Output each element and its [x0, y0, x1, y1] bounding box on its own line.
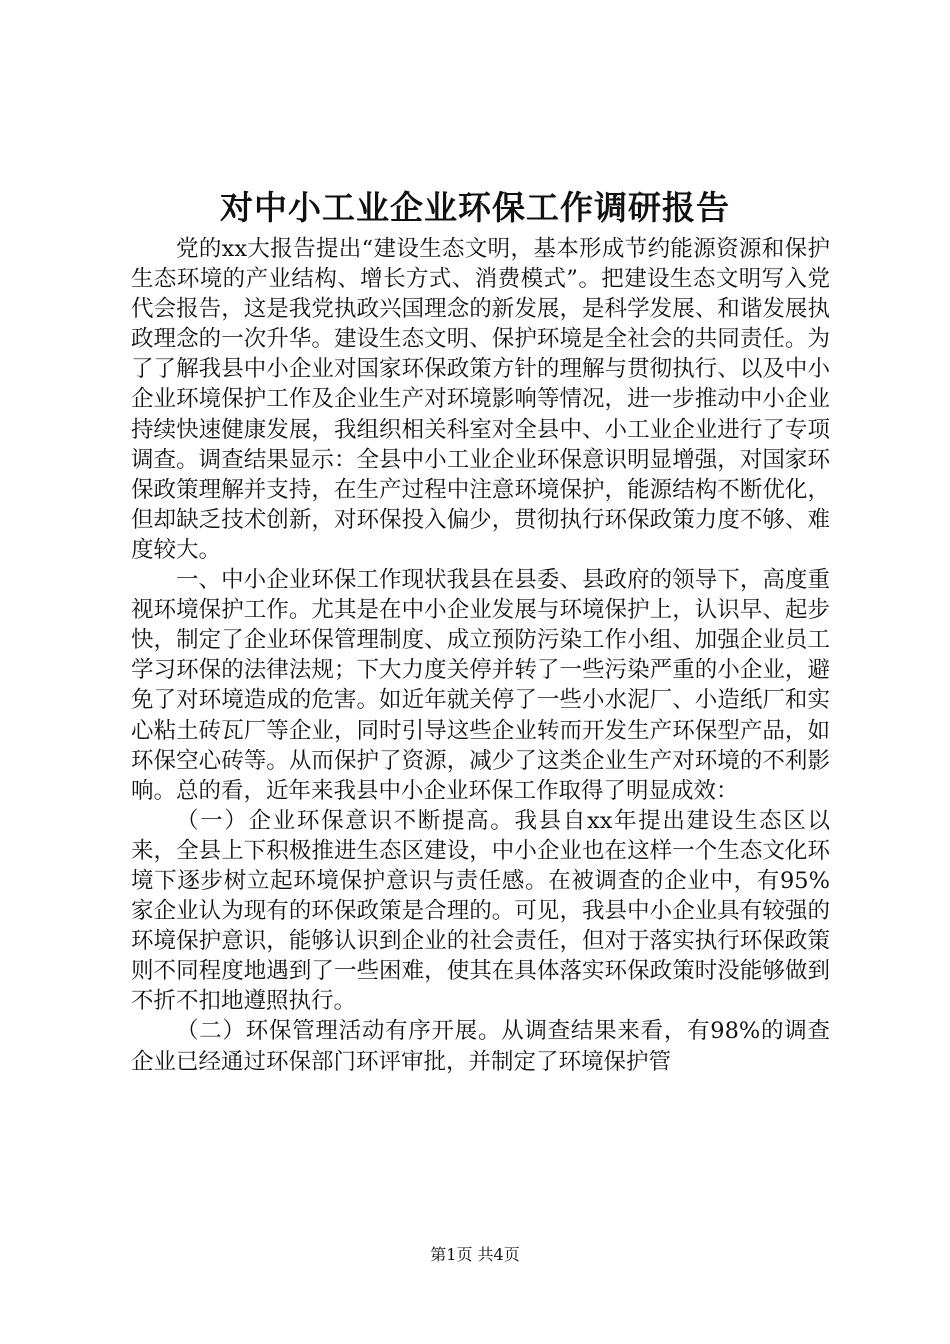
document-body: [131, 234, 830, 1077]
paragraph: 一、中小企业环保工作现状我县在县委、县政府的领导下，高度重视环境保护工作。尤其是在中小企业发展与环境保护上，认识早、起步快，制定了企业环保管理制度、成立预防污染工作小组、加强企业员工学习环保的法律法规；下大力度关停并转了一些污染严重的小企业，避免了对环境造成的危害。如近年就关停了一些小水泥厂、小造纸厂和实心粘土砖瓦厂等企业，同时引导这些企业转而开发生产环保型产品，如环保空心砖等。从而保护了资源，减少了这类企业生产对环境的不利影响。总的看，近年来我县中小企业环保工作取得了明显成效：: [131, 567, 830, 804]
paragraph: （二）环保管理活动有序开展。从调查结果来看，有98%的调查企业已经通过环保部门环评审批，并制定了环境保护管: [131, 1018, 830, 1075]
document-title: 对中小工业企业环保工作调研报告: [220, 188, 730, 227]
page-number-footer: 第1页 共4页: [430, 1245, 520, 1264]
paragraph: （一）企业环保意识不断提高。我县自xx年提出建设生态区以来，全县上下积极推进生态区建设，中小企业也在这样一个生态文化环境下逐步树立起环境保护意识与责任感。在被调查的企业中，有95%家企业认为现有的环保政策是合理的。可见，我县中小企业具有较强的环境保护意识，能够认识到企业的社会责任，但对于落实执行环保政策则不同程度地遇到了一些困难，使其在具体落实环保政策时没能够做到不折不扣地遵照执行。: [131, 807, 830, 1015]
paragraph: 党的xx大报告提出“建设生态文明，基本形成节约能源资源和保护生态环境的产业结构、增长方式、消费模式”。把建设生态文明写入党代会报告，这是我党执政兴国理念的新发展，是科学发展、和谐发展执政理念的一次升华。建设生态文明、保护环境是全社会的共同责任。为了了解我县中小企业对国家环保政策方针的理解与贯彻执行、以及中小企业环境保护工作及企业生产对环境影响等情况，进一步推动中小企业持续快速健康发展，我组织相关科室对全县中、小工业企业进行了专项调查。调查结果显示：全县中小工业企业环保意识明显增强，对国家环保政策理解并支持，在生产过程中注意环境保护，能源结构不断优化，但却缺乏技术创新，对环保投入偏少，贯彻执行环保政策力度不够、难度较大。: [131, 236, 830, 563]
